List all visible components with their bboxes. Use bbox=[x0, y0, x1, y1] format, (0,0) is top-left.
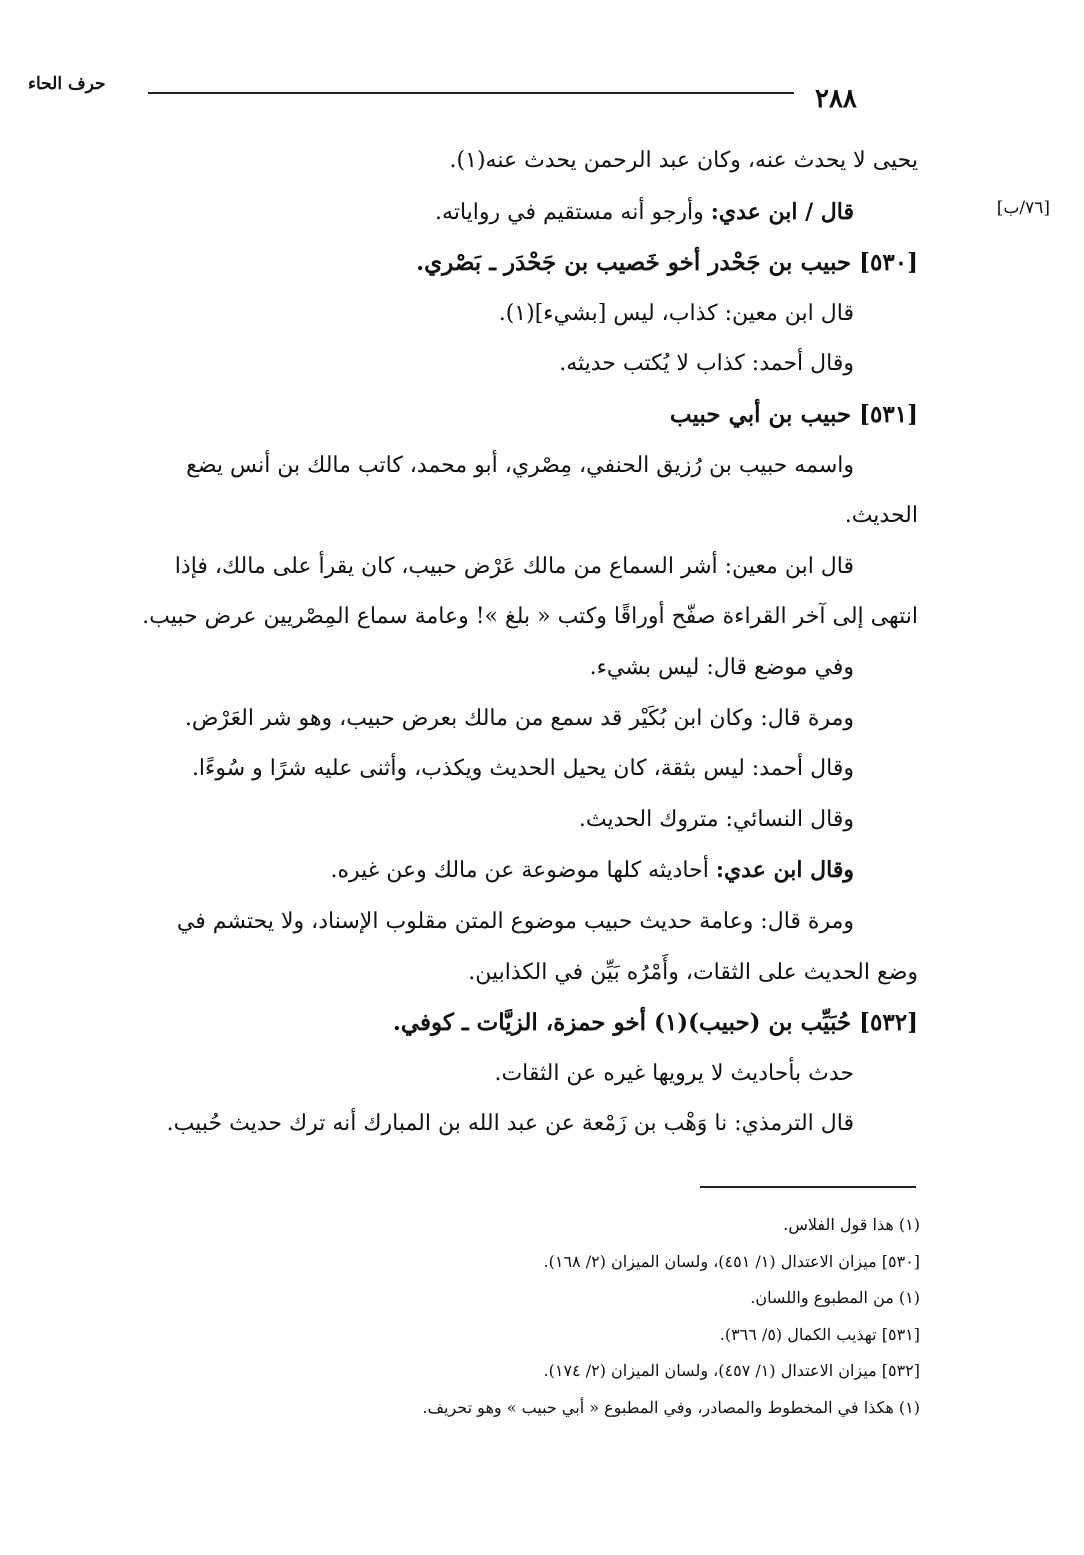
text-line: وقال النسائي: متروك الحديث. bbox=[578, 806, 854, 832]
text-line: وقال أحمد: كذاب لا يُكتب حديثه. bbox=[559, 351, 854, 377]
text-line: وقال أحمد: ليس بثقة، كان يحيل الحديث ويكذب، وأثنى عليه شرًا و سُوءًا. bbox=[191, 756, 854, 782]
text-line bbox=[38, 187, 918, 239]
header-rule bbox=[148, 92, 794, 94]
main-text bbox=[38, 136, 918, 1150]
footnote: [٥٣١] تهذيب الكمال (٥/ ٣٦٦). bbox=[719, 1324, 920, 1344]
text-segment: وأرجو أنه مستقيم في رواياته. bbox=[435, 199, 711, 225]
text-segment: أحاديثه كلها موضوعة عن مالك وعن غيره. bbox=[330, 858, 716, 884]
text-line: الحديث. bbox=[844, 503, 918, 529]
text-line: ومرة قال: وكان ابن بُكَيْر قد سمع من مالك بعرض حبيب، وهو شر العَرْض. bbox=[184, 705, 854, 731]
manuscript-folio-note: [٧٦/ب] bbox=[996, 198, 1050, 218]
text-line: قال الترمذي: نا وَهْب بن زَمْعة عن عبد الله بن المبارك أنه ترك حديث حُبيب. bbox=[166, 1111, 854, 1137]
text-line: حدث بأحاديث لا يرويها غيره عن الثقات. bbox=[494, 1060, 854, 1086]
footnote: [٥٣٢] ميزان الاعتدال (١/ ٤٥٧)، ولسان الميزان (٢/ ١٧٤). bbox=[543, 1361, 920, 1380]
text-line: وضع الحديث على الثقات، وأَمْرُه بَيِّن في الكذابين. bbox=[468, 959, 918, 985]
running-header-title: حرف الحاء bbox=[28, 74, 106, 94]
text-line: وفي موضع قال: ليس بشيء. bbox=[589, 654, 854, 680]
footnote: (١) هكذا في المخطوط والمصادر، وفي المطبوع « أبي حبيب » وهو تحريف. bbox=[422, 1397, 920, 1417]
text-line: يحيى لا يحدث عنه، وكان عبد الرحمن يحدث عنه(١). bbox=[449, 148, 918, 173]
entry-heading-530: [٥٣٠] حبيب بن جَحْدر أخو خَصيب بن جَحْدَر ـ بَصْري. bbox=[416, 249, 918, 277]
text-line: قال ابن معين: أشر السماع من مالك عَرْض حبيب، كان يقرأ على مالك، فإذا bbox=[174, 553, 854, 579]
footnote: (١) من المطبوع واللسان. bbox=[750, 1288, 920, 1307]
entry-heading-532: [٥٣٢] حُبَيِّب بن (حبيب)(١) أخو حمزة، الزيَّات ـ كوفي. bbox=[392, 1009, 918, 1037]
speaker-label: قال / ابن عدي: bbox=[710, 198, 854, 225]
footnote-rule bbox=[700, 1186, 916, 1188]
footnote: (١) هذا قول الفلاس. bbox=[783, 1215, 920, 1234]
text-line: ومرة قال: وعامة حديث حبيب موضوع المتن مقلوب الإسناد، ولا يحتشم في bbox=[176, 908, 854, 934]
text-line: قال ابن معين: كذاب، ليس [بشيء](١). bbox=[498, 300, 854, 326]
footnote: [٥٣٠] ميزان الاعتدال (١/ ٤٥١)، ولسان الميزان (٢/ ١٦٨). bbox=[543, 1251, 920, 1271]
text-line: واسمه حبيب بن رُزيق الحنفي، مِصْري، أبو محمد، كاتب مالك بن أنس يضع bbox=[186, 452, 854, 478]
page-number: ٢٨٨ bbox=[815, 84, 857, 114]
entry-heading-531: [٥٣١] حبيب بن أبي حبيب bbox=[669, 400, 918, 428]
text-line bbox=[38, 845, 918, 897]
text-line: انتهى إلى آخر القراءة صفّح أوراقًا وكتب « بلغ »! وعامة سماع المِصْريين عرض حبيب. bbox=[142, 604, 918, 630]
speaker-label: وقال ابن عدي: bbox=[715, 857, 854, 884]
footnotes bbox=[300, 1207, 920, 1426]
